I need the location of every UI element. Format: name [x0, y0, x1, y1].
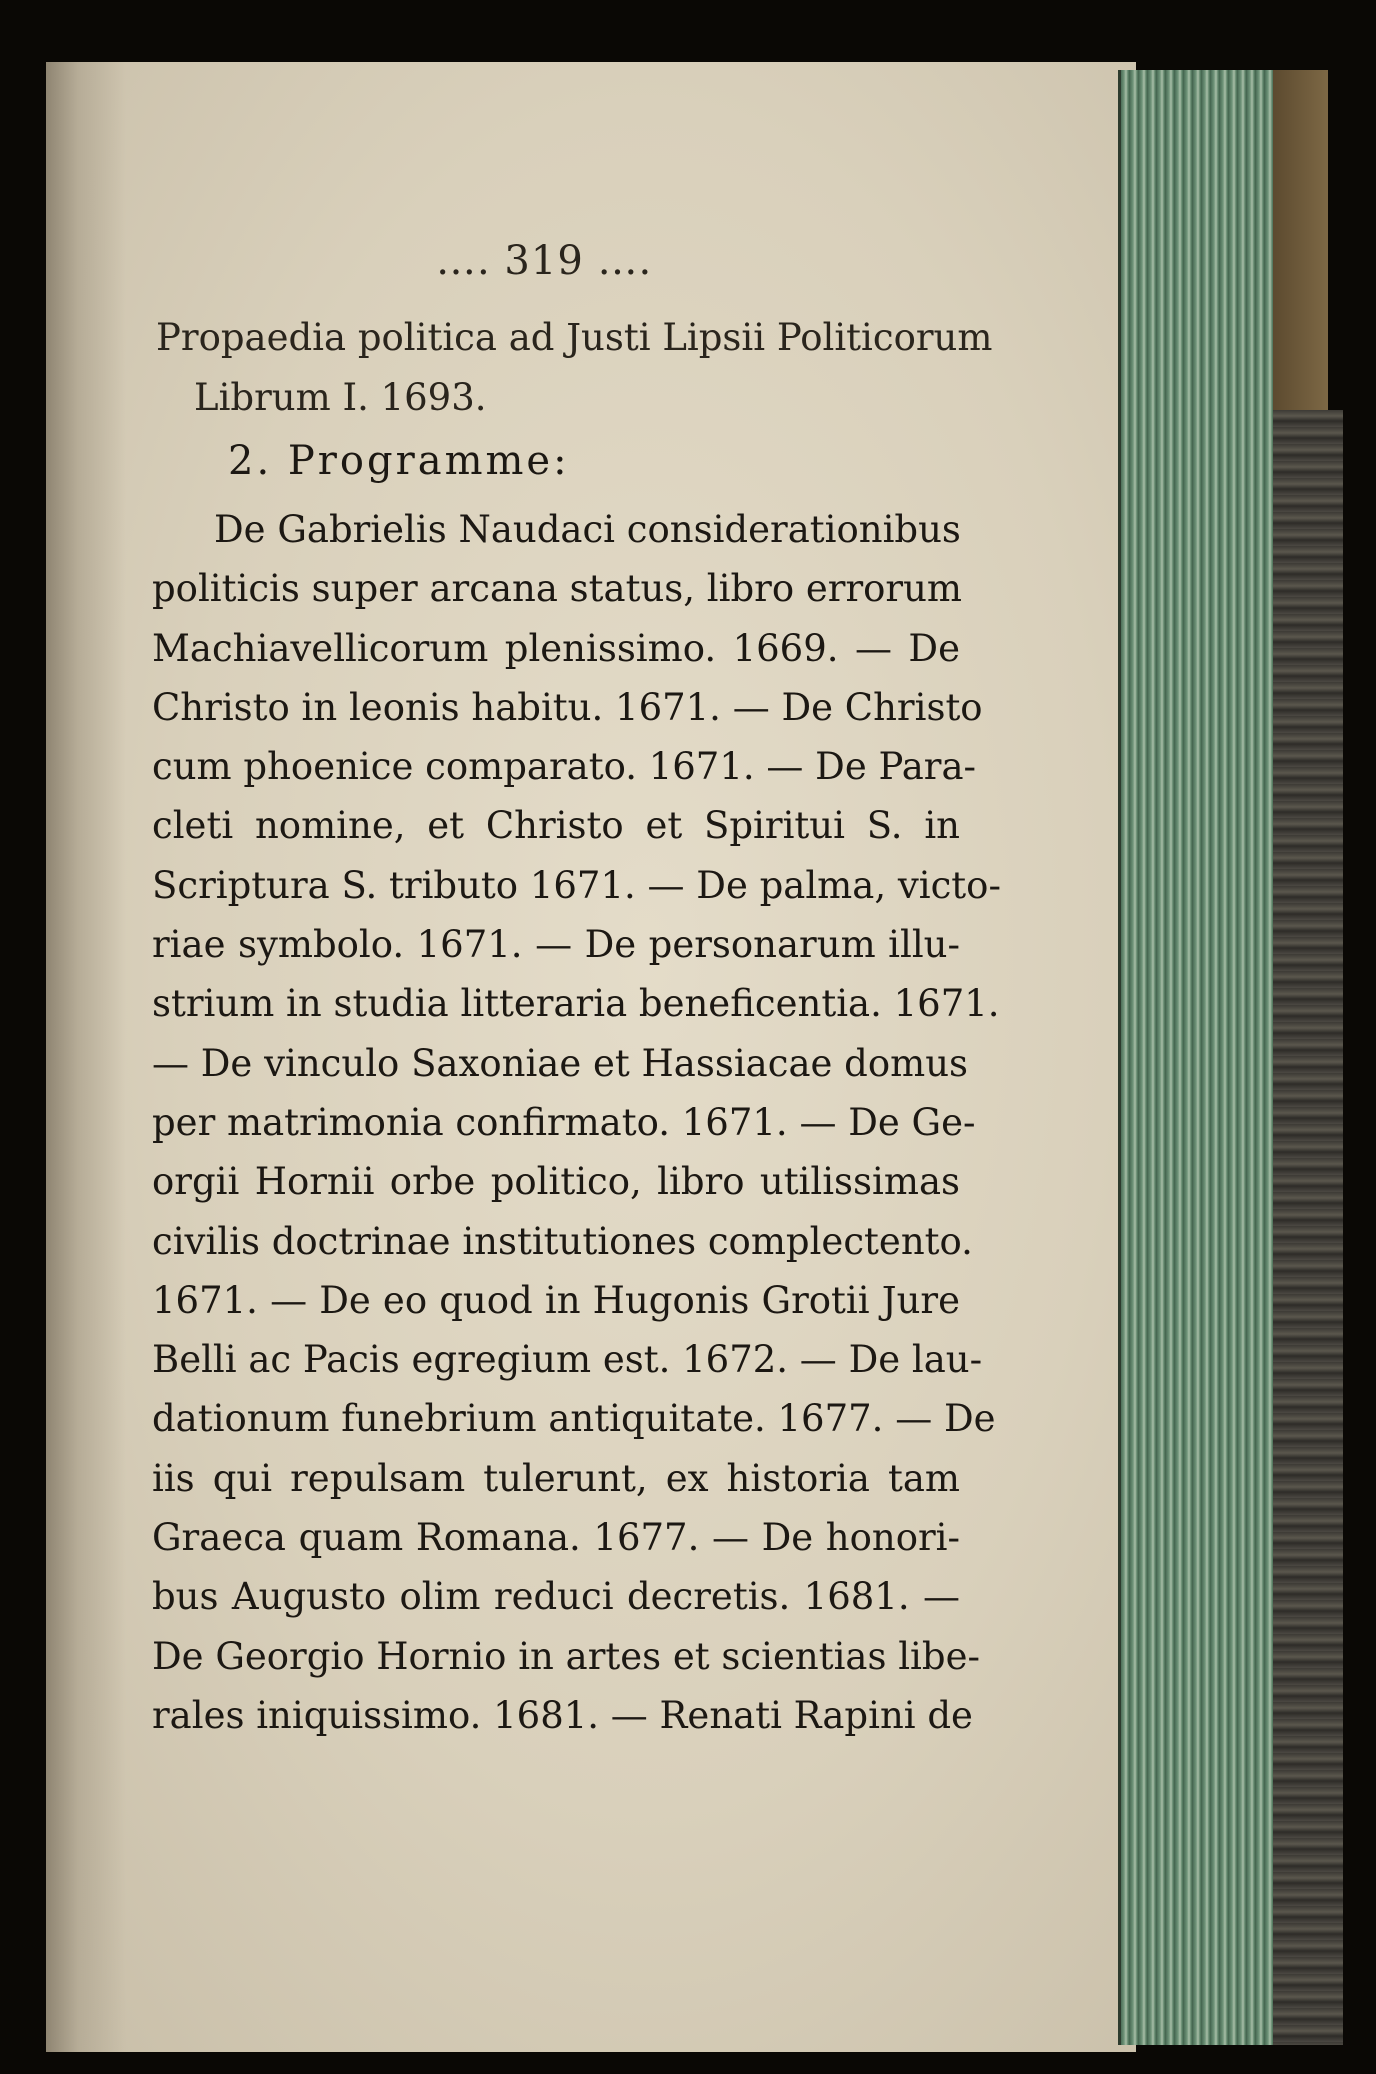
text-line: Belli ac Pacis egregium est. 1672. — De lau-	[152, 1338, 983, 1382]
text-line: Scriptura S. tributo 1671. — De palma, victo-	[152, 863, 1001, 907]
text-line: politicis super arcana status, libro errorum	[152, 567, 963, 611]
text-line: riae symbolo. 1671. — De personarum illu-	[152, 923, 960, 967]
text-line: Machiavellicorum plenissimo. 1669. — De	[152, 626, 960, 670]
text-line: De Gabrielis Naudaci considerationibus	[214, 508, 961, 551]
body-text	[152, 500, 1001, 1745]
text-line: cum phoenice comparato. 1671. — De Para-	[152, 745, 977, 789]
page-gutter-shadow	[46, 62, 126, 2052]
text-line: Christo in leonis habitu. 1671. — De Christo	[152, 685, 983, 729]
text-line: bus Augusto olim reduci decretis. 1681. —	[152, 1575, 960, 1619]
page-edges	[1118, 70, 1276, 2045]
entry-title-line: Librum I. 1693.	[194, 376, 487, 419]
book-cover-top	[1273, 70, 1328, 415]
text-line: dationum funebrium antiquitate. 1677. — De	[152, 1397, 996, 1441]
text-line: Graeca quam Romana. 1677. — De honori-	[152, 1516, 960, 1560]
page-number: …. 319 ….	[436, 238, 653, 284]
entry-title-line: Propaedia politica ad Justi Lipsii Politicorum	[156, 316, 993, 359]
text-line: — De vinculo Saxoniae et Hassiacae domus	[152, 1041, 969, 1085]
text-line: iis qui repulsam tulerunt, ex historia tam	[152, 1456, 960, 1500]
text-line: per matrimonia confirmato. 1671. — De Ge-	[152, 1100, 976, 1144]
section-heading: 2. Programme:	[228, 438, 570, 484]
text-line: cleti nomine, et Christo et Spiritui S. in	[152, 804, 960, 848]
text-line: De Georgio Hornio in artes et scientias libe-	[152, 1634, 980, 1678]
entry-title	[156, 308, 993, 428]
text-line: civilis doctrinae institutiones complectento.	[152, 1219, 973, 1263]
text-line: 1671. — De eo quod in Hugonis Grotii Jure	[152, 1278, 960, 1322]
book-cover-spine	[1273, 410, 1343, 2045]
text-line: strium in studia litteraria beneficentia. 1671.	[152, 982, 1000, 1026]
text-line: orgii Hornii orbe politico, libro utilissimas	[152, 1160, 960, 1204]
text-line: rales iniquissimo. 1681. — Renati Rapini de	[152, 1693, 973, 1737]
